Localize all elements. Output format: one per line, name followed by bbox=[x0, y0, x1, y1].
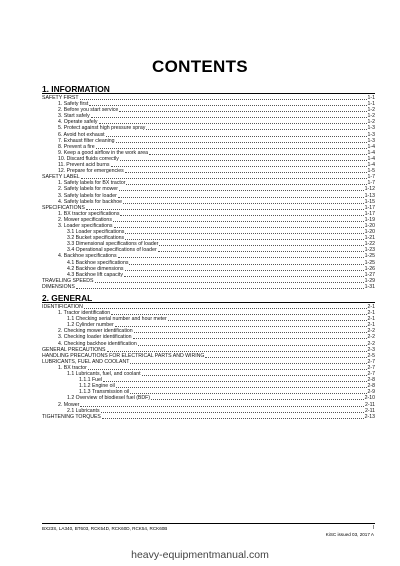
toc-leader-dots bbox=[101, 408, 364, 413]
toc-entry-label: 1. Tractor identification bbox=[58, 310, 111, 317]
toc-entry-label: 1. Safety labels for BX tractor bbox=[58, 180, 126, 187]
toc-entry-page: 1-25 bbox=[364, 259, 375, 266]
toc-leader-dots bbox=[80, 402, 364, 407]
toc-entry-page: 1-2 bbox=[367, 119, 375, 126]
section-heading-general: 2. GENERAL bbox=[42, 293, 93, 303]
toc-leader-dots bbox=[151, 395, 364, 400]
footer-models: BX23S, LA340, BT603, RCK54D, RCK60D, RCK54, RCK60B bbox=[42, 526, 168, 531]
toc-leader-dots bbox=[159, 241, 363, 246]
toc-leader-dots bbox=[149, 150, 367, 155]
toc-entry-page: 2-7 bbox=[367, 371, 375, 378]
toc-entry-page: 1-4 bbox=[367, 155, 375, 162]
toc-leader-dots bbox=[118, 253, 364, 258]
toc-leader-dots bbox=[95, 278, 364, 283]
toc-entry-label: 4. Backhoe specifications bbox=[58, 253, 117, 260]
toc-entry-label: 4.2 Backhoe dimensions bbox=[67, 265, 124, 272]
toc-entry-label: 5. Protect against high pressure spray bbox=[58, 125, 146, 132]
toc-entry-page: 1-23 bbox=[364, 247, 375, 254]
toc-entry-label: 4.3 Backhoe lift capacity bbox=[67, 271, 123, 278]
toc-entry-page: 1-17 bbox=[364, 204, 375, 211]
toc-leader-dots bbox=[120, 156, 367, 161]
toc-leader-dots bbox=[113, 217, 364, 222]
toc-leader-dots bbox=[76, 284, 364, 289]
toc-entry[interactable] bbox=[42, 284, 375, 290]
toc-entry-page: 2-9 bbox=[367, 389, 375, 396]
toc-leader-dots bbox=[81, 174, 367, 179]
toc-entry-page: 1-2 bbox=[367, 107, 375, 114]
toc-entry-page: 2-7 bbox=[367, 358, 375, 365]
toc-entry-label: LUBRICANTS, FUEL AND COOLANT bbox=[42, 358, 130, 365]
toc-leader-dots bbox=[129, 260, 363, 265]
toc-entry-label: 3.2 Bucket specifications bbox=[67, 235, 125, 242]
toc-entry-page: 2-11 bbox=[365, 407, 375, 414]
toc-leader-dots bbox=[134, 328, 367, 333]
footer-page-number: I bbox=[372, 525, 374, 531]
toc-entry-label: 8. Prevent a fire bbox=[58, 143, 95, 150]
page-title: CONTENTS bbox=[152, 57, 248, 76]
toc-list-general bbox=[42, 304, 375, 420]
toc-entry-page: 1-15 bbox=[364, 198, 375, 205]
toc-entry-label: 4.1 Backhoe specifications bbox=[67, 259, 129, 266]
toc-leader-dots bbox=[89, 101, 366, 106]
toc-entry-page: 1-4 bbox=[367, 162, 375, 169]
toc-entry-page: 1-21 bbox=[364, 235, 375, 242]
toc-entry-page: 1-3 bbox=[367, 137, 375, 144]
toc-entry-label: 12. Prepare for emergencies bbox=[58, 168, 124, 175]
toc-entry-label: HANDLING PRECAUTIONS FOR ELECTRICAL PARTS AND WIRING bbox=[42, 352, 205, 359]
toc-leader-dots bbox=[125, 235, 364, 240]
toc-leader-dots bbox=[120, 211, 363, 216]
toc-entry-label: 1.2 Overview of biodiesel fuel (BDF) bbox=[67, 395, 151, 402]
toc-entry-label: 3. Safety labels for loader bbox=[58, 192, 117, 199]
toc-leader-dots bbox=[168, 316, 367, 321]
section-rule bbox=[42, 302, 375, 303]
toc-leader-dots bbox=[114, 223, 364, 228]
toc-entry-page: 2-5 bbox=[367, 352, 375, 359]
toc-entry-page: 1-22 bbox=[364, 241, 375, 248]
toc-entry-page: 2-1 bbox=[367, 322, 375, 329]
toc-entry-label: 3. Checking loader identification bbox=[58, 334, 132, 341]
toc-entry-label: 4. Safety labels for backhoe bbox=[58, 198, 123, 205]
toc-entry-label: IDENTIFICATION bbox=[42, 304, 83, 310]
toc-entry-label: 2. Mower bbox=[58, 401, 80, 408]
toc-leader-dots bbox=[91, 113, 367, 118]
toc-entry-label: 2. Mower specifications bbox=[58, 216, 112, 223]
watermark: heavy-equipmentmanual.com bbox=[131, 549, 269, 561]
toc-leader-dots bbox=[130, 359, 366, 364]
toc-entry-label: 1.1.2 Engine oil bbox=[79, 383, 115, 390]
toc-leader-dots bbox=[142, 371, 367, 376]
toc-entry-page: 2-11 bbox=[365, 401, 375, 408]
toc-entry-page: 1-1 bbox=[367, 95, 375, 101]
toc-entry-page: 1-17 bbox=[364, 210, 375, 217]
section-rule bbox=[42, 93, 375, 94]
toc-entry-label: 3. Loader specifications bbox=[58, 222, 113, 229]
toc-entry-page: 2-13 bbox=[364, 413, 375, 420]
toc-entry-label: TIGHTENING TORQUES bbox=[42, 413, 101, 420]
toc-entry-page: 2-2 bbox=[367, 340, 375, 347]
toc-leader-dots bbox=[118, 193, 364, 198]
toc-entry-label: GENERAL PRECAUTIONS bbox=[42, 346, 106, 353]
toc-entry-page: 1-20 bbox=[364, 222, 375, 229]
toc-entry-page: 1-31 bbox=[364, 283, 375, 290]
toc-entry-page: 2-1 bbox=[367, 304, 375, 310]
toc-entry-page: 1-3 bbox=[367, 125, 375, 132]
toc-leader-dots bbox=[146, 125, 366, 130]
toc-leader-dots bbox=[124, 272, 364, 277]
toc-leader-dots bbox=[133, 334, 367, 339]
toc-leader-dots bbox=[115, 322, 367, 327]
toc-leader-dots bbox=[130, 389, 366, 394]
toc-entry-label: 1.2 Cylinder number bbox=[67, 322, 114, 329]
toc-leader-dots bbox=[103, 377, 366, 382]
toc-leader-dots bbox=[84, 304, 367, 309]
toc-leader-dots bbox=[80, 95, 367, 100]
toc-entry-label: 1.1 Checking serial number and hour meter bbox=[67, 316, 167, 323]
toc-entry-page: 1-5 bbox=[367, 168, 375, 175]
toc-leader-dots bbox=[116, 138, 367, 143]
toc-entry-page: 1-2 bbox=[367, 113, 375, 120]
toc-entry-page: 1-7 bbox=[367, 180, 375, 187]
toc-entry-page: 1-7 bbox=[367, 174, 375, 181]
footer-issue: KiSC issued 03, 2017 A bbox=[325, 532, 374, 537]
toc-leader-dots bbox=[102, 414, 364, 419]
toc-entry-label: 1.1.3 Transmission oil bbox=[79, 389, 130, 396]
toc-entry-label: TRAVELING SPEEDS bbox=[42, 277, 94, 284]
toc-entry-page: 1-19 bbox=[364, 216, 375, 223]
toc-entry-label: 2. Safety labels for mower bbox=[58, 186, 118, 193]
toc-entry-label: 1. Safety first bbox=[58, 101, 89, 108]
toc-entry-label: 4. Operate safely bbox=[58, 119, 98, 126]
toc-entry-label: 1. BX tractor bbox=[58, 364, 87, 371]
toc-entry-label: 6. Avoid hot exhaust bbox=[58, 131, 105, 138]
toc-entry-label: 9. Keep a good airflow in the work area bbox=[58, 149, 148, 156]
toc-leader-dots bbox=[205, 353, 366, 358]
toc-entry-label: 1.1.1 Fuel bbox=[79, 377, 103, 384]
toc-entry-page: 2-10 bbox=[364, 395, 375, 402]
toc-leader-dots bbox=[123, 199, 364, 204]
toc-entry-label: 10. Discard fluids correctly bbox=[58, 155, 119, 162]
toc-leader-dots bbox=[111, 310, 366, 315]
toc-leader-dots bbox=[96, 144, 367, 149]
toc-entry-page: 1-1 bbox=[367, 101, 375, 108]
toc-entry-label: 4. Checking backhoe identification bbox=[58, 340, 137, 347]
toc-entry-label: 2. Checking mower identification bbox=[58, 328, 133, 335]
toc-entry-page: 2-1 bbox=[367, 316, 375, 323]
toc-entry-page: 2-8 bbox=[367, 377, 375, 384]
toc-leader-dots bbox=[125, 266, 364, 271]
toc-entry-page: 2-1 bbox=[367, 310, 375, 317]
toc-entry-label: 3.1 Loader specifications bbox=[67, 229, 125, 236]
toc-leader-dots bbox=[126, 180, 366, 185]
toc-entry-page: 2-2 bbox=[367, 328, 375, 335]
toc-leader-dots bbox=[138, 341, 367, 346]
toc-leader-dots bbox=[106, 132, 367, 137]
toc-entry-page: 1-29 bbox=[364, 277, 375, 284]
toc-leader-dots bbox=[119, 186, 364, 191]
toc-entry-page: 2-2 bbox=[367, 334, 375, 341]
toc-entry-label: 11. Prevent acid burns bbox=[58, 162, 110, 169]
toc-entry-page: 1-4 bbox=[367, 149, 375, 156]
toc-leader-dots bbox=[107, 347, 367, 352]
toc-list-information bbox=[42, 95, 375, 290]
toc-entry[interactable] bbox=[42, 414, 375, 420]
toc-entry-page: 1-13 bbox=[364, 192, 375, 199]
toc-leader-dots bbox=[158, 247, 364, 252]
toc-entry-label: 3.3 Dimensional specifications of loader bbox=[67, 241, 159, 248]
toc-entry-label: 3.4 Operational specifications of loader bbox=[67, 247, 157, 254]
toc-entry-label: 1. BX tractor specifications bbox=[58, 210, 120, 217]
toc-entry-page: 2-3 bbox=[367, 346, 375, 353]
footer-rule bbox=[42, 523, 375, 524]
toc-entry-page: 1-27 bbox=[364, 271, 375, 278]
toc-entry-label: SPECIFICATIONS bbox=[42, 204, 85, 211]
toc-leader-dots bbox=[125, 229, 363, 234]
toc-entry-page: 2-7 bbox=[367, 364, 375, 371]
toc-leader-dots bbox=[88, 365, 367, 370]
toc-entry-label: 1.1 Lubricants, fuel, and coolant bbox=[67, 371, 141, 378]
toc-entry-label: DIMENSIONS bbox=[42, 283, 75, 290]
toc-entry-page: 2-8 bbox=[367, 383, 375, 390]
toc-entry-label: SAFETY LABEL bbox=[42, 174, 80, 181]
toc-entry-label: 2. Before you start service bbox=[58, 107, 119, 114]
toc-entry-page: 1-20 bbox=[364, 229, 375, 236]
toc-entry-page: 1-4 bbox=[367, 143, 375, 150]
toc-entry-page: 1-26 bbox=[364, 265, 375, 272]
toc-entry-page: 1-25 bbox=[364, 253, 375, 260]
toc-entry-page: 1-3 bbox=[367, 131, 375, 138]
toc-leader-dots bbox=[125, 168, 367, 173]
toc-leader-dots bbox=[119, 107, 366, 112]
toc-leader-dots bbox=[99, 119, 367, 124]
toc-entry-label: 2.1 Lubricants bbox=[67, 407, 100, 414]
toc-leader-dots bbox=[86, 205, 364, 210]
toc-leader-dots bbox=[116, 383, 367, 388]
toc-entry-label: 3. Start safely bbox=[58, 113, 90, 120]
toc-entry-label: 7. Exhaust filter cleaning bbox=[58, 137, 115, 144]
section-heading-information: 1. INFORMATION bbox=[42, 84, 110, 94]
toc-entry-page: 1-12 bbox=[364, 186, 375, 193]
toc-entry-label: SAFETY FIRST bbox=[42, 95, 79, 101]
toc-leader-dots bbox=[111, 162, 367, 167]
